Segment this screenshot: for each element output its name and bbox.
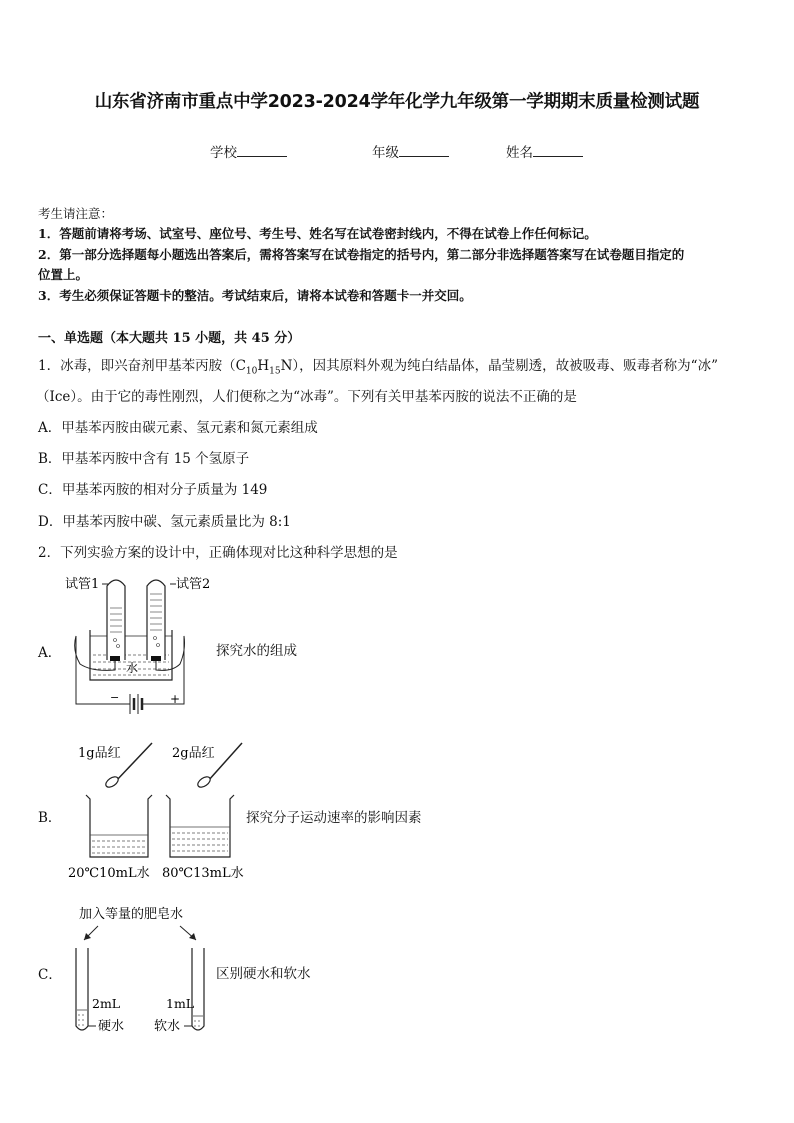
tube2-label: 试管2 — [176, 577, 211, 592]
q2-option-a-desc: 探究水的组成 — [216, 643, 297, 659]
school-field[interactable] — [210, 141, 287, 161]
q2-option-a-letter[interactable]: A． — [38, 645, 62, 661]
notice-item: 1．答题前请将考场、试室号、座位号、考生号、姓名写在试卷密封线内，不得在试卷上作任何标记。 — [38, 226, 597, 241]
tube1-label: 试管1 — [65, 577, 100, 592]
minus-sign: − — [110, 691, 120, 704]
soap-test-diagram — [60, 900, 220, 1040]
plus-sign: + — [170, 692, 181, 706]
liquid2-label: 软水 — [154, 1019, 181, 1034]
notice-heading: 考生请注意： — [38, 206, 114, 221]
q1-option-d[interactable]: D．甲基苯丙胺中碳、氢元素质量比为 8:1 — [38, 514, 291, 530]
beaker2-label: 80℃13mL水 — [162, 866, 244, 881]
spoon2-label: 2g品红 — [172, 746, 215, 761]
q2-option-c-desc: 区别硬水和软水 — [216, 966, 311, 982]
spoon1-label: 1g品红 — [78, 746, 121, 761]
name-field[interactable] — [506, 141, 583, 161]
vol2-label: 1mL — [166, 996, 195, 1011]
grade-blank[interactable] — [399, 144, 449, 157]
q2-option-b-desc: 探究分子运动速率的影响因素 — [246, 810, 422, 826]
page-title: 山东省济南市重点中学2023-2024学年化学九年级第一学期期末质量检测试题 — [94, 92, 700, 112]
q2-option-b-letter[interactable]: B． — [38, 810, 62, 826]
soap-label: 加入等量的肥皂水 — [79, 907, 184, 922]
electrolysis-diagram — [60, 570, 230, 720]
notice-item: 2．第一部分选择题每小题选出答案后，需将答案写在试卷指定的括号内，第二部分非选择题答案写在试卷题目指定的 — [38, 247, 685, 262]
q1-stem-line2: （Ice）。由于它的毒性刚烈，人们便称之为“冰毒”。下列有关甲基苯丙胺的说法不正确的是 — [36, 389, 577, 405]
beaker1-label: 20℃10mL水 — [68, 866, 150, 881]
grade-field[interactable] — [372, 141, 449, 161]
name-blank[interactable] — [533, 144, 583, 157]
vol1-label: 2mL — [92, 996, 121, 1011]
beakers-diagram — [60, 735, 260, 885]
q2-stem: 2．下列实验方案的设计中，正确体现对比这种科学思想的是 — [38, 545, 398, 561]
water-label: 水 — [126, 661, 139, 675]
section-heading: 一、单选题（本大题共 15 小题，共 45 分） — [38, 331, 301, 346]
notice-item: 位置上。 — [38, 267, 89, 282]
q1-option-a[interactable]: A．甲基苯丙胺由碳元素、氢元素和氮元素组成 — [38, 420, 318, 436]
name-label: 姓名 — [506, 145, 533, 161]
school-label: 学校 — [210, 145, 237, 161]
q1-stem-line1: 1．冰毒，即兴奋剂甲基苯丙胺$(C_{10}H_{15}N)$，因其原料外观为纯白结晶体，晶莹剔透，故被吸毒、贩毒者称为“冰” — [38, 358, 718, 377]
notice-item: 3．考生必须保证答题卡的整洁。考试结束后，请将本试卷和答题卡一并交回。 — [38, 288, 472, 303]
q2-option-c-letter[interactable]: C． — [38, 967, 62, 983]
liquid1-label: 硬水 — [98, 1019, 125, 1034]
q1-option-c[interactable]: C．甲基苯丙胺的相对分子质量为 149 — [38, 482, 268, 498]
grade-label: 年级 — [372, 145, 399, 161]
school-blank[interactable] — [237, 144, 287, 157]
q1-option-b[interactable]: B．甲基苯丙胺中含有 15 个氢原子 — [38, 451, 250, 467]
